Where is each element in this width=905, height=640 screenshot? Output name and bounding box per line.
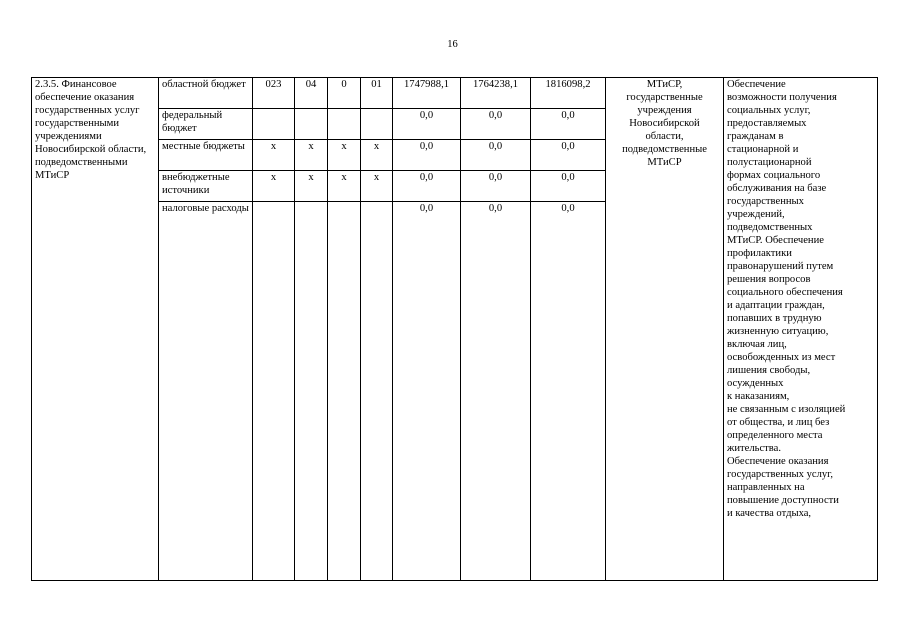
expected-result-line: государственных услуг, (727, 469, 833, 480)
amount-cell: 0,0 (531, 140, 606, 171)
expected-result-line: МТиСР. Обеспечение (727, 235, 824, 246)
code-cell: х (361, 140, 393, 171)
code-cell (295, 109, 328, 140)
expected-result-line: подведомственных (727, 222, 813, 233)
source-cell: областной бюджет (159, 78, 253, 109)
expected-result-line: включая лиц, (727, 339, 787, 350)
expected-result-line: к наказаниям, (727, 391, 790, 402)
amount-cell: 0,0 (461, 171, 531, 202)
code-cell (328, 202, 361, 581)
source-cell: местные бюджеты (159, 140, 253, 171)
expected-result-line: правонарушений путем (727, 261, 834, 272)
expected-result-line: возможности получения (727, 92, 837, 103)
expected-result-line: социальных услуг, (727, 105, 811, 116)
amount-cell: 1764238,1 (461, 78, 531, 109)
amount-cell: 0,0 (393, 109, 461, 140)
code-cell: х (295, 140, 328, 171)
expected-result-line: гражданам в (727, 131, 784, 142)
amount-cell: 0,0 (393, 202, 461, 581)
code-cell: 0 (328, 78, 361, 109)
source-cell: налоговые расходы (159, 202, 253, 581)
code-cell (328, 109, 361, 140)
expected-result-line: решения вопросов (727, 274, 811, 285)
code-cell: х (253, 140, 295, 171)
expected-result-line: и качества отдыха, (727, 508, 812, 519)
amount-cell: 0,0 (393, 140, 461, 171)
code-cell: 023 (253, 78, 295, 109)
code-cell: х (328, 171, 361, 202)
page-number: 16 (447, 39, 458, 50)
expected-result-line: попавших в трудную (727, 313, 822, 324)
code-cell (253, 202, 295, 581)
expected-result-line: определенного места (727, 430, 823, 441)
expected-result-line: Обеспечение (727, 79, 786, 90)
expected-result-line: не связанным с изоляцией (727, 404, 846, 415)
expected-result-line: направленных на (727, 482, 805, 493)
code-cell (253, 109, 295, 140)
amount-cell: 0,0 (461, 109, 531, 140)
expected-result-line: Обеспечение оказания (727, 456, 829, 467)
amount-cell: 1747988,1 (393, 78, 461, 109)
executor-cell: МТиСР, государственные учреждения Новосибирской области, подведомственные МТиСР (606, 78, 724, 581)
expected-result-line: учреждений, (727, 209, 785, 220)
expected-result-line: повышение доступности (727, 495, 839, 506)
expected-result-cell (724, 78, 878, 581)
amount-cell: 0,0 (393, 171, 461, 202)
code-cell: 01 (361, 78, 393, 109)
expected-result-line: жительства. (727, 443, 781, 454)
expected-result-line: стационарной и (727, 144, 799, 155)
expected-result-line: формах социального (727, 170, 821, 181)
program-activity-table (31, 77, 878, 581)
code-cell (361, 109, 393, 140)
amount-cell: 1816098,2 (531, 78, 606, 109)
amount-cell: 0,0 (461, 140, 531, 171)
expected-result-line: социального обеспечения (727, 287, 843, 298)
code-cell: х (328, 140, 361, 171)
expected-result-line: жизненную ситуацию, (727, 326, 829, 337)
source-cell: федеральный бюджет (159, 109, 253, 140)
expected-result-line: и адаптации граждан, (727, 300, 825, 311)
event-name-cell: 2.3.5. Финансовое обеспечение оказания государственных услуг государственными учреждениями Новосибирской области, подведомственными МТиСР (32, 78, 159, 581)
expected-result-line: осужденных (727, 378, 784, 389)
expected-result-line: профилактики (727, 248, 792, 259)
code-cell (295, 202, 328, 581)
code-cell: 04 (295, 78, 328, 109)
amount-cell: 0,0 (531, 109, 606, 140)
source-cell: внебюджетные источники (159, 171, 253, 202)
expected-result-line: полустационарной (727, 157, 812, 168)
code-cell: х (361, 171, 393, 202)
code-cell (361, 202, 393, 581)
expected-result-line: обслуживания на базе (727, 183, 827, 194)
table-row (32, 78, 878, 109)
amount-cell: 0,0 (531, 171, 606, 202)
expected-result-line: от общества, и лиц без (727, 417, 830, 428)
expected-result-line: предоставляемых (727, 118, 807, 129)
expected-result-line: освобожденных из мест (727, 352, 836, 363)
code-cell: х (253, 171, 295, 202)
expected-result-line: государственных (727, 196, 804, 207)
code-cell: х (295, 171, 328, 202)
expected-result-line: лишения свободы, (727, 365, 811, 376)
amount-cell: 0,0 (531, 202, 606, 581)
amount-cell: 0,0 (461, 202, 531, 581)
expected-result-text (727, 78, 874, 520)
